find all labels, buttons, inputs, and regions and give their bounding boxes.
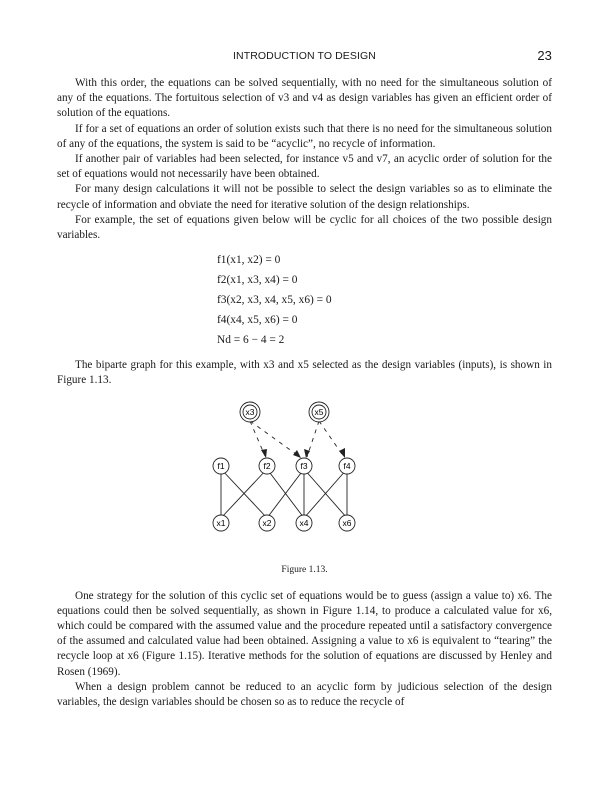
graph-edges bbox=[221, 469, 347, 518]
paragraph: If another pair of variables had been selected, for instance v5 and v7, an acyclic order of solution for the set of equations would not necessarily have been obtained. bbox=[57, 153, 552, 181]
variable-label-x2: x2 bbox=[262, 517, 272, 528]
body-text-bottom bbox=[57, 589, 552, 711]
paragraph: One strategy for the solution of this cyclic set of equations would be to guess (assign a value to) x6. The equations could then be solved sequentially, as shown in Figure 1.14, to produce a calculated value for x6, which could be compared with the assumed value and the procedure repeated until a satisfactory convergence of the assumed and calculated value had been obtained. Assigning a value to x6 is equivalent to “tearing” the recycle loop at x6 (Figure 1.15). Iterative methods for the solution of equations are discussed by Henley and Rosen (1969). bbox=[57, 589, 552, 678]
equation-block bbox=[217, 250, 552, 350]
variable-label-x4: x4 bbox=[299, 517, 309, 528]
input-label-x5: x5 bbox=[314, 406, 324, 417]
figure-caption: Figure 1.13. bbox=[281, 564, 328, 575]
header-title: INTRODUCTION TO DESIGN bbox=[233, 50, 376, 62]
paragraph: For many design calculations it will not be possible to select the design variables so as to eliminate the recycle of information and obviate the need for iterative solution of the design relationships. bbox=[57, 183, 552, 211]
page-number: 23 bbox=[537, 48, 552, 63]
page bbox=[57, 48, 552, 710]
paragraph: The biparte graph for this example, with x3 and x5 selected as the design variables (inputs), is shown in Figure 1.13. bbox=[57, 359, 552, 387]
body-text-graph bbox=[57, 358, 552, 388]
running-header bbox=[57, 48, 552, 66]
equation: Nd = 6 − 4 = 2 bbox=[217, 334, 285, 347]
variable-nodes bbox=[213, 515, 355, 531]
variable-label-x1: x1 bbox=[216, 517, 226, 528]
function-label-f2: f2 bbox=[263, 460, 271, 471]
function-nodes bbox=[213, 458, 355, 474]
arrowheads bbox=[261, 448, 345, 458]
paragraph: With this order, the equations can be solved sequentially, with no need for the simultaneous solution of any of the equations. The fortuitous selection of v3 and v4 as design variables has given an efficient order of solution of the equations. bbox=[57, 77, 552, 120]
function-label-f4: f4 bbox=[343, 460, 351, 471]
arrowhead bbox=[293, 450, 301, 458]
equation: f1(x1, x2) = 0 bbox=[217, 254, 281, 267]
variable-label-x6: x6 bbox=[342, 517, 352, 528]
equation: f3(x2, x3, x4, x5, x6) = 0 bbox=[217, 294, 332, 307]
input-label-x3: x3 bbox=[245, 406, 255, 417]
bipartite-graph bbox=[57, 401, 552, 561]
function-label-f3: f3 bbox=[300, 460, 308, 471]
arrowhead bbox=[339, 448, 345, 458]
body-text-top bbox=[57, 76, 552, 243]
paragraph: If for a set of equations an order of solution exists such that there is no need for the simultaneous solution of any of the equations, the system is said to be “acyclic”, no recycle of information. bbox=[57, 122, 552, 150]
paragraph: For example, the set of equations given below will be cyclic for all choices of the two possible design variables. bbox=[57, 213, 552, 242]
paragraph: When a design problem cannot be reduced to an acyclic form by judicious selection of the design variables, the design variables should be chosen so as to reduce the recycle of bbox=[57, 680, 552, 709]
bipartite-graph-figure bbox=[57, 401, 552, 561]
equation: f2(x1, x3, x4) = 0 bbox=[217, 274, 298, 287]
function-label-f1: f1 bbox=[217, 460, 225, 471]
arrowhead bbox=[261, 449, 267, 458]
equation: f4(x4, x5, x6) = 0 bbox=[217, 314, 298, 327]
